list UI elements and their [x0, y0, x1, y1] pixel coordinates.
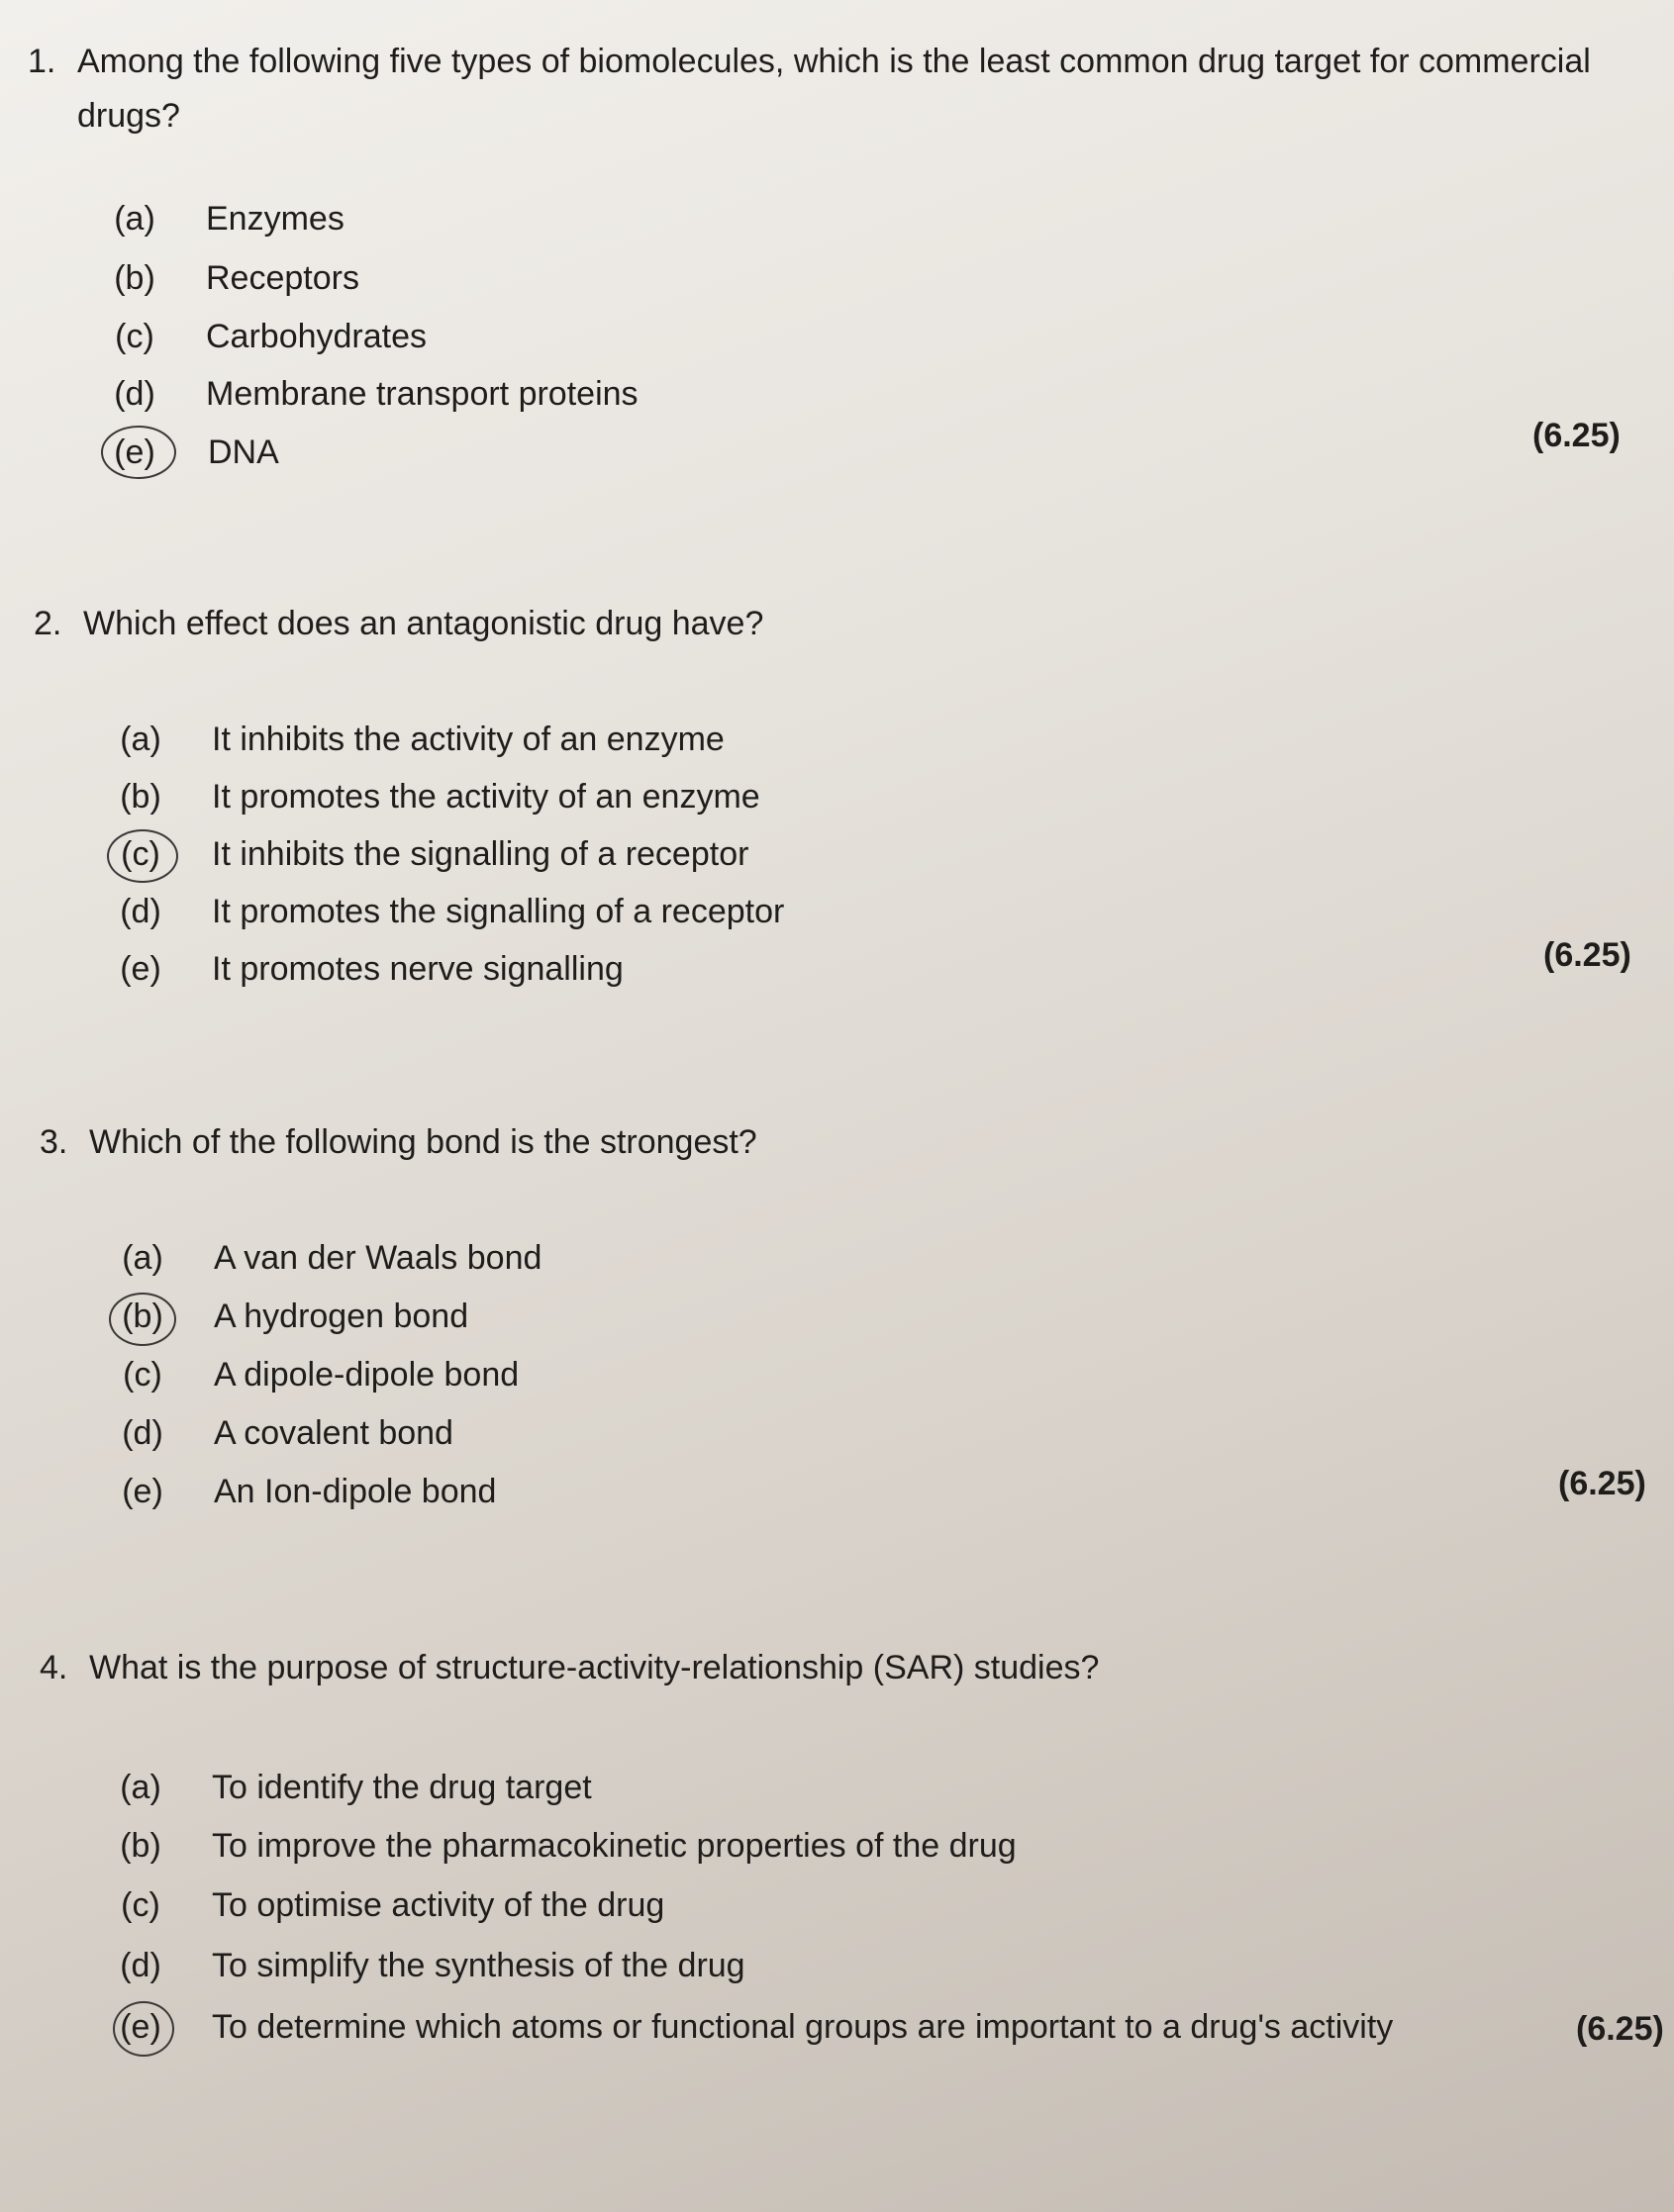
question-number: 3.: [40, 1123, 68, 1161]
option-letter: (a): [114, 200, 155, 238]
question-stem: Which of the following bond is the strongest?: [89, 1123, 757, 1161]
option-text: An Ion-dipole bond: [214, 1473, 497, 1510]
option-letter: (c): [115, 318, 154, 355]
question-stem: What is the purpose of structure-activity-relationship (SAR) studies?: [89, 1649, 1100, 1686]
option-text: Membrane transport proteins: [206, 375, 639, 413]
option-text: It inhibits the signalling of a receptor: [212, 835, 749, 873]
option-text: A van der Waals bond: [214, 1239, 542, 1277]
option-letter: (a): [120, 1769, 161, 1806]
option-letter: (a): [120, 721, 161, 758]
option-letter: (c): [121, 835, 160, 873]
option-text: It promotes the signalling of a receptor: [212, 893, 785, 930]
option-letter: (b): [120, 1827, 161, 1865]
question-2-text: [34, 599, 763, 648]
question-3-text: [40, 1117, 757, 1167]
option-letter: (c): [121, 1886, 160, 1924]
option-letter: (a): [122, 1239, 163, 1277]
option-text: A covalent bond: [214, 1414, 453, 1452]
question-number: 2.: [34, 605, 62, 642]
question-1-text: [28, 37, 1591, 86]
option-text: Carbohydrates: [206, 318, 428, 355]
question-3-marks: (6.25): [1558, 1465, 1646, 1502]
option-text: It inhibits the activity of an enzyme: [212, 721, 725, 758]
option-text: Enzymes: [206, 200, 345, 238]
option-text: A hydrogen bond: [214, 1298, 469, 1335]
option-letter: (d): [114, 375, 155, 413]
question-4-text: [40, 1643, 1099, 1692]
option-letter: (d): [120, 1947, 161, 1984]
option-text: It promotes the activity of an enzyme: [212, 778, 760, 816]
option-text: It promotes nerve signalling: [212, 950, 624, 988]
option-letter: (b): [122, 1298, 163, 1335]
option-letter: (e): [120, 2008, 161, 2046]
option-text: To determine which atoms or functional groups are important to a drug's activity: [212, 2008, 1394, 2046]
question-stem: Which effect does an antagonistic drug have?: [83, 605, 764, 642]
option-letter: (e): [114, 433, 155, 471]
option-letter: (e): [122, 1473, 163, 1510]
question-4-marks: (6.25): [1576, 2010, 1664, 2048]
question-1-text-continued: drugs?: [77, 97, 180, 135]
option-text: To simplify the synthesis of the drug: [212, 1947, 745, 1984]
option-letter: (b): [114, 259, 155, 297]
option-text: To optimise activity of the drug: [212, 1886, 665, 1924]
question-stem: Among the following five types of biomolecules, which is the least common drug target for commercial: [77, 43, 1591, 80]
question-number: 1.: [28, 43, 56, 80]
question-number: 4.: [40, 1649, 68, 1686]
option-letter: (e): [120, 950, 161, 988]
option-text: To identify the drug target: [212, 1769, 592, 1806]
option-letter: (d): [120, 893, 161, 930]
option-text: A dipole-dipole bond: [214, 1356, 520, 1394]
option-text: DNA: [208, 433, 279, 471]
option-text: Receptors: [206, 259, 359, 297]
question-1-marks: (6.25): [1532, 417, 1621, 454]
option-letter: (d): [122, 1414, 163, 1452]
option-letter: (b): [120, 778, 161, 816]
option-text: To improve the pharmacokinetic properties of the drug: [212, 1827, 1017, 1865]
option-letter: (c): [123, 1356, 162, 1394]
question-2-marks: (6.25): [1543, 936, 1631, 974]
